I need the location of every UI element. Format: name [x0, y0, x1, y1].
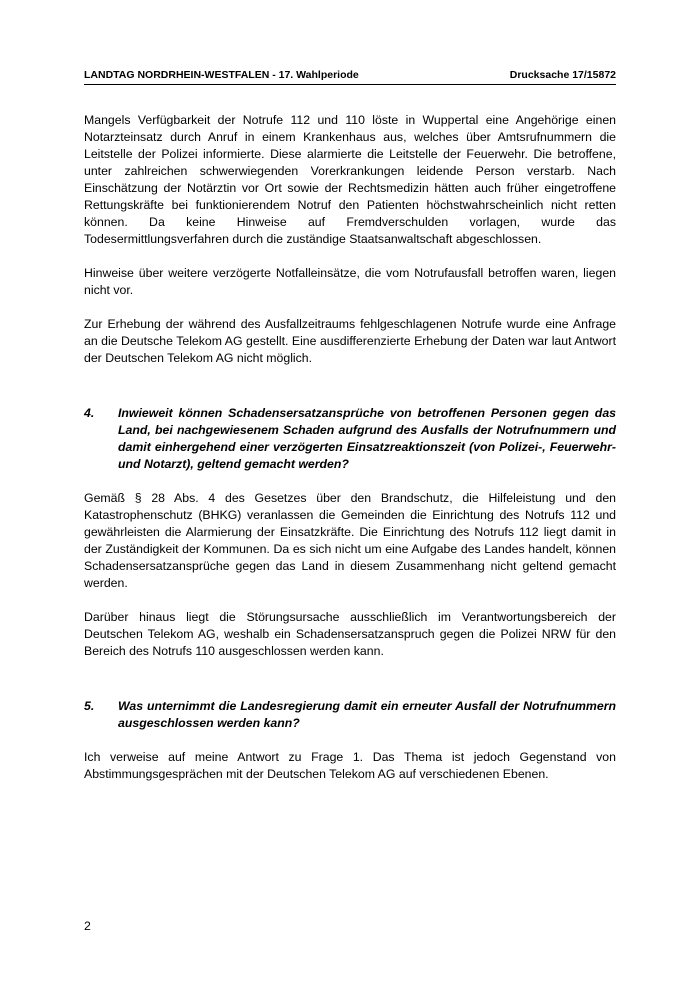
answer-4-paragraph-1: Gemäß § 28 Abs. 4 des Gesetzes über den Brandschutz, die Hilfeleistung und den Katastrophenschutz (BHKG) veranlassen die Gemeinden die Einrichtung des Notrufs 112 und gewährleisten die Alarmierung der Einsatzkräfte. Die Einrichtung des Notrufs 112 liegt damit in der Zuständigkeit der Kommunen. Da es sich nicht um eine Aufgabe des Landes handelt, können Schadensersatzansprüche gegen das Land in diesem Zusammenhang nicht geltend gemacht werden.	[84, 491, 616, 590]
header-document-number: Drucksache 17/15872	[509, 69, 616, 81]
question-5-number: 5.	[84, 699, 95, 713]
document-body	[84, 112, 616, 800]
answer-4-paragraph-2: Darüber hinaus liegt die Störungsursache ausschließlich im Verantwortungsbereich der Deutschen Telekom AG, weshalb ein Schadensersatzanspruch gegen die Polizei NRW für den Bereich des Notrufs 110 ausgeschlossen werden kann.	[84, 610, 616, 658]
paragraph-wuppertal-incident: Mangels Verfügbarkeit der Notrufe 112 und 110 löste in Wuppertal eine Angehörige einen Notarzteinsatz durch Anruf in einem Krankenhaus aus, welches über Amtsrufnummern die Leitstelle der Polizei informierte. Diese alarmierte die Leitstelle der Feuerwehr. Die betroffene, unter zahlreichen schwerwiegenden Vorerkrankungen leidende Person verstarb. Nach Einschätzung der Notärztin vor Ort sowie der Rechtsmedizin hätten auch früher eingetroffene Rettungskräfte bei funktionierendem Notruf den Patienten höchstwahrscheinlich nicht retten können. Da keine Hinweise auf Fremdverschulden vorlagen, wurde das Todesermittlungsverfahren durch die zuständige Staatsanwaltschaft abgeschlossen.	[84, 113, 616, 246]
header-parliament-title: LANDTAG NORDRHEIN-WESTFALEN - 17. Wahlperiode	[84, 69, 359, 81]
answer-5-paragraph-1: Ich verweise auf meine Antwort zu Frage 1. Das Thema ist jedoch Gegenstand von Abstimmungsgesprächen mit der Deutschen Telekom AG auf verschiedenen Ebenen.	[84, 750, 616, 781]
question-4-number: 4.	[84, 406, 95, 420]
question-4	[84, 405, 616, 473]
page-number: 2	[84, 919, 91, 933]
paragraph-no-further-incidents: Hinweise über weitere verzögerte Notfalleinsätze, die vom Notrufausfall betroffen waren, liegen nicht vor.	[84, 266, 616, 297]
question-5-text: Was unternimmt die Landesregierung damit ein erneuter Ausfall der Notrufnummern ausgeschlossen werden kann?	[118, 699, 616, 730]
page-header	[84, 68, 616, 85]
question-5	[84, 698, 616, 732]
paragraph-telekom-inquiry: Zur Erhebung der während des Ausfallzeitraums fehlgeschlagenen Notrufe wurde eine Anfrage an die Deutsche Telekom AG gestellt. Eine ausdifferenzierte Erhebung der Daten war laut Antwort der Deutschen Telekom AG nicht möglich.	[84, 317, 616, 365]
question-4-text: Inwieweit können Schadensersatzansprüche von betroffenen Personen gegen das Land, bei nachgewiesenem Schaden aufgrund des Ausfalls der Notrufnummern und damit einhergehend einer verzögerten Einsatzreaktionszeit (von Polizei-, Feuerwehr- und Notarzt), geltend gemacht werden?	[118, 406, 616, 471]
